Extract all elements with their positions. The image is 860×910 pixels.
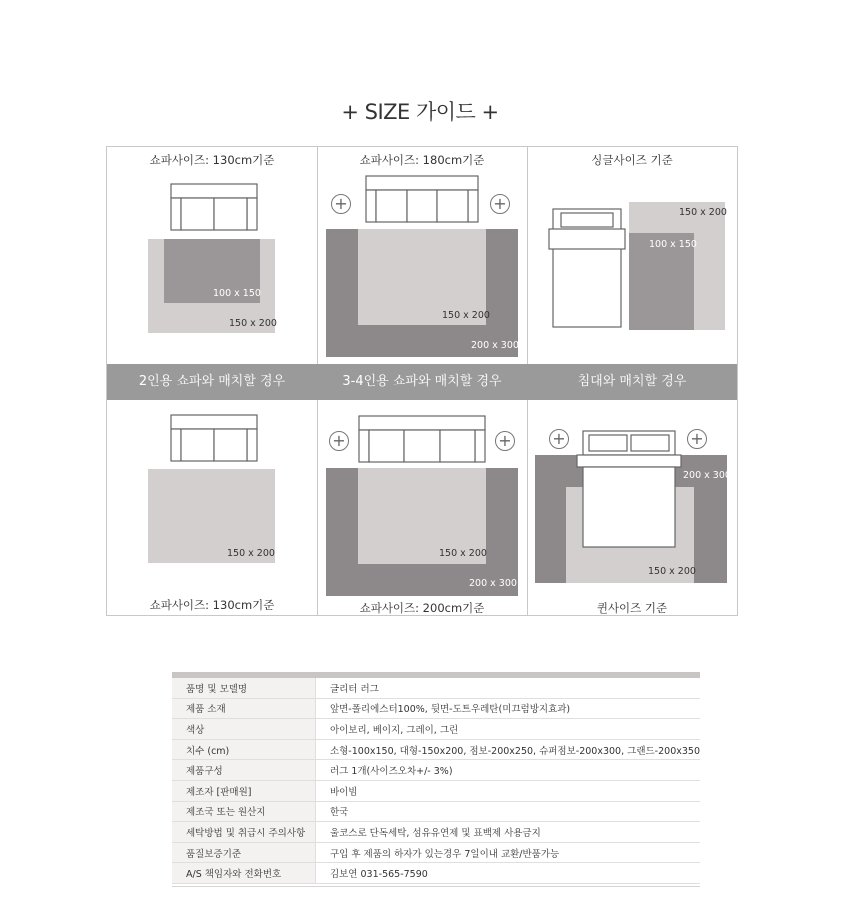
page-title: + SIZE 가이드 + (341, 100, 499, 124)
cell-caption: 쇼파사이즈: 130cm기준 (149, 153, 275, 167)
spec-value: 글리터 러그 (315, 678, 700, 698)
spec-value: 울코스로 단독세탁, 섬유유연제 및 표백제 사용금지 (315, 822, 700, 843)
spec-key: 치수 (cm) (172, 739, 315, 760)
spec-value: 바이빔 (315, 780, 700, 801)
size-label: 150 x 200 (648, 566, 696, 577)
spec-key: 제품 소재 (172, 698, 315, 719)
sofa-2seat-icon (169, 182, 259, 234)
cell-caption: 쇼파사이즈: 200cm기준 (359, 601, 485, 615)
spec-row (172, 842, 700, 863)
spec-key: 품질보증기준 (172, 842, 315, 863)
spec-value: 앞면-폴리에스터100%, 뒷면-도트우레탄(미끄럼방지효과) (315, 698, 700, 719)
sofa-3seat-icon (364, 174, 480, 226)
cell-caption: 퀸사이즈 기준 (596, 601, 668, 615)
sofa-2seat-icon (169, 413, 259, 465)
spec-key: 제품구성 (172, 760, 315, 781)
spec-value: 아이보리, 베이지, 그레이, 그린 (315, 719, 700, 740)
plus-circle-icon: + (549, 429, 569, 449)
plus-circle-icon: + (331, 194, 351, 214)
size-label: 150 x 200 (679, 207, 727, 218)
size-label: 150 x 200 (442, 310, 490, 321)
spec-row (172, 780, 700, 801)
size-label: 200 x 300 (683, 470, 731, 481)
spec-row (172, 739, 700, 760)
plus-circle-icon: + (495, 431, 515, 451)
size-label: 150 x 200 (227, 548, 275, 559)
plus-circle-icon: + (329, 431, 349, 451)
spec-value: 김보연 031-565-7590 (315, 863, 700, 884)
product-spec-table (172, 672, 700, 887)
queen-bed-icon (573, 429, 685, 549)
spec-row (172, 719, 700, 740)
category-band (107, 364, 737, 400)
spec-key: 품명 및 모델명 (172, 678, 315, 698)
spec-row (172, 801, 700, 822)
size-label: 100 x 150 (213, 288, 261, 299)
spec-key: A/S 책임자와 전화번호 (172, 863, 315, 884)
spec-value: 소형-100x150, 대형-150x200, 점보-200x250, 슈퍼점보-200x300, 그랜드-200x350 (315, 739, 700, 760)
spec-value: 러그 1개(사이즈오차+/- 3%) (315, 760, 700, 781)
size-label: 150 x 200 (229, 318, 277, 329)
plus-circle-icon: + (490, 194, 510, 214)
spec-row (172, 822, 700, 843)
size-label: 150 x 200 (439, 548, 487, 559)
cell-caption: 쇼파사이즈: 130cm기준 (149, 598, 275, 612)
spec-row (172, 760, 700, 781)
spec-key: 제조자 [판매원] (172, 780, 315, 801)
spec-key: 세탁방법 및 취급시 주의사항 (172, 822, 315, 843)
single-bed-icon (547, 207, 627, 329)
size-label: 200 x 300 (471, 340, 519, 351)
spec-row (172, 863, 700, 884)
band-label-2seat: 2인용 쇼파와 매치할 경우 (138, 374, 286, 389)
plus-circle-icon: + (687, 429, 707, 449)
size-label: 200 x 300 (469, 578, 517, 589)
spec-row (172, 678, 700, 698)
cell-caption: 싱글사이즈 기준 (591, 153, 673, 167)
band-label-bed: 침대와 매치할 경우 (577, 374, 687, 389)
sofa-4seat-icon (357, 414, 487, 466)
spec-key: 제조국 또는 원산지 (172, 801, 315, 822)
size-label: 100 x 150 (649, 239, 697, 250)
spec-value: 한국 (315, 801, 700, 822)
spec-key: 색상 (172, 719, 315, 740)
spec-row (172, 698, 700, 719)
spec-value: 구입 후 제품의 하자가 있는경우 7일이내 교환/반품가능 (315, 842, 700, 863)
cell-caption: 쇼파사이즈: 180cm기준 (359, 153, 485, 167)
size-guide-grid (106, 146, 738, 616)
band-label-3-4seat: 3-4인용 쇼파와 매치할 경우 (342, 374, 502, 389)
